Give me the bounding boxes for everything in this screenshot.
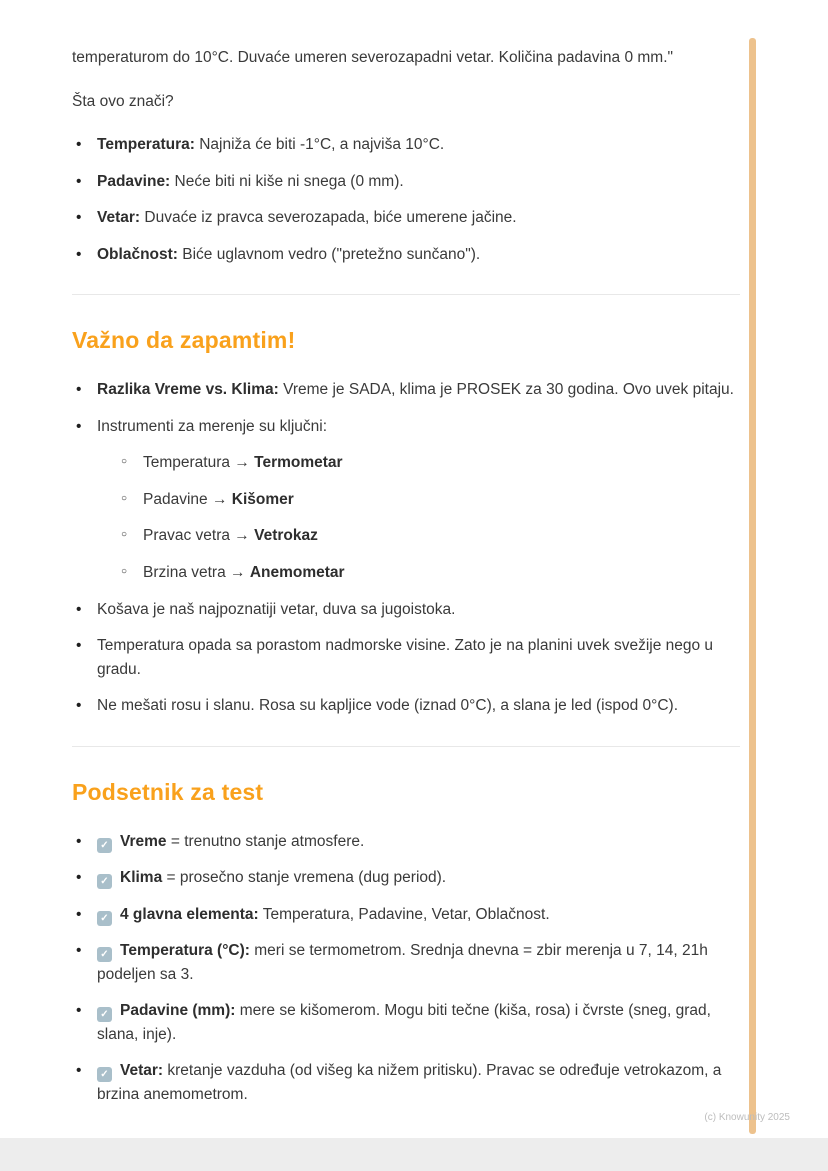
item-text: Instrumenti za merenje su ključni: [97, 417, 328, 435]
item-term: Razlika Vreme vs. Klima: [97, 381, 279, 399]
item-term: Vetar: [97, 209, 141, 227]
checklist-item [72, 1059, 740, 1106]
notes-content [72, 46, 740, 1120]
sublist-item [119, 488, 740, 512]
checklist-item [72, 999, 740, 1046]
item-text: mere se kišomerom. Mogu biti tečne (kiša, rosa) i čvrste (sneg, grad, slana, inje). [97, 1002, 711, 1043]
item-term: Padavine (mm): [120, 1002, 236, 1020]
item-term: Vetar: [120, 1062, 164, 1080]
section-title-important: Važno da zapamtim! [72, 327, 296, 354]
item-term: Vetrokaz [254, 527, 318, 545]
item-term: Temperatura (°C): [120, 942, 250, 960]
item-term: Termometar [254, 454, 343, 472]
item-text: Ne mešati rosu i slanu. Rosa su kapljice vode (iznad 0°C), a slana je led (ispod 0°C). [97, 697, 679, 715]
item-text: Padavine → [143, 490, 232, 508]
item-term: Anemometar [249, 563, 345, 581]
section-divider [72, 294, 740, 295]
checkbox-icon: ✓ [97, 1067, 112, 1082]
item-term: Kišomer [231, 490, 294, 508]
item-text: Temperatura, Padavine, Vetar, Oblačnost. [258, 905, 550, 923]
page-edge-bar [749, 38, 756, 1134]
item-text: Duvaće iz pravca severozapada, biće umerene jačine. [140, 209, 517, 227]
checklist-item [72, 939, 740, 986]
item-term: 4 glavna elementa: [120, 905, 259, 923]
list-item [72, 133, 740, 157]
list-item [72, 634, 740, 681]
sublist-item [119, 524, 740, 548]
item-text: kretanje vazduha (od višeg ka nižem pritisku). Pravac se određuje vetrokazom, a brzina anemometrom. [97, 1062, 722, 1104]
item-text: Temperatura → [143, 454, 255, 472]
checklist-item [72, 903, 740, 927]
list-item [72, 694, 740, 718]
item-text: Najniža će biti -1°C, a najviša 10°C. [194, 136, 445, 154]
list-item [72, 206, 740, 230]
item-text: Neće biti ni kiše ni snega (0 mm). [170, 172, 404, 190]
instruments-sublist [119, 451, 740, 584]
item-term: Padavine: [97, 172, 171, 190]
knowunity-watermark: (c) Knowunity 2025 [704, 1112, 790, 1123]
checkbox-icon: ✓ [97, 838, 112, 853]
sublist-item [119, 561, 740, 585]
checkbox-icon: ✓ [97, 1007, 112, 1022]
item-text: meri se termometrom. Srednja dnevna = zbir merenja u 7, 14, 21h podeljen sa 3. [97, 942, 708, 983]
checklist-item [72, 866, 740, 890]
intro-question: Šta ovo znači? [72, 92, 174, 110]
list-item [72, 598, 740, 622]
item-text: Vreme je SADA, klima je PROSEK za 30 godina. Ovo uvek pitaju. [278, 381, 734, 399]
test-checklist [72, 830, 740, 1107]
checkbox-icon: ✓ [97, 874, 112, 889]
item-term: Temperatura: [97, 136, 195, 154]
item-text: = trenutno stanje atmosfere. [166, 832, 365, 850]
item-text: Biće uglavnom vedro ("pretežno sunčano"). [177, 245, 481, 263]
checkbox-icon: ✓ [97, 947, 112, 962]
item-term: Vreme [120, 832, 167, 850]
checkbox-icon: ✓ [97, 911, 112, 926]
item-text: Pravac vetra → [143, 527, 255, 545]
section-divider [72, 746, 740, 747]
checklist-item [72, 830, 740, 854]
list-item [72, 378, 740, 402]
item-text: Brzina vetra → [143, 563, 250, 581]
item-term: Oblačnost: [97, 245, 178, 263]
item-text: Temperatura opada sa porastom nadmorske visine. Zato je na planini uvek svežije nego u gradu. [97, 637, 714, 678]
bottom-background-strip [0, 1138, 828, 1171]
sublist-item [119, 451, 740, 475]
list-item [72, 243, 740, 267]
item-text: Košava je naš najpoznatiji vetar, duva sa jugoistoka. [97, 600, 456, 618]
important-list [72, 378, 740, 717]
weather-meaning-list [72, 133, 740, 266]
item-term: Klima [120, 869, 163, 887]
list-item [72, 415, 740, 585]
section-title-test: Podsetnik za test [72, 778, 264, 805]
intro-paragraph: temperaturom do 10°C. Duvaće umeren severozapadni vetar. Količina padavina 0 mm." [72, 49, 674, 66]
item-text: = prosečno stanje vremena (dug period). [162, 869, 447, 887]
list-item [72, 170, 740, 194]
